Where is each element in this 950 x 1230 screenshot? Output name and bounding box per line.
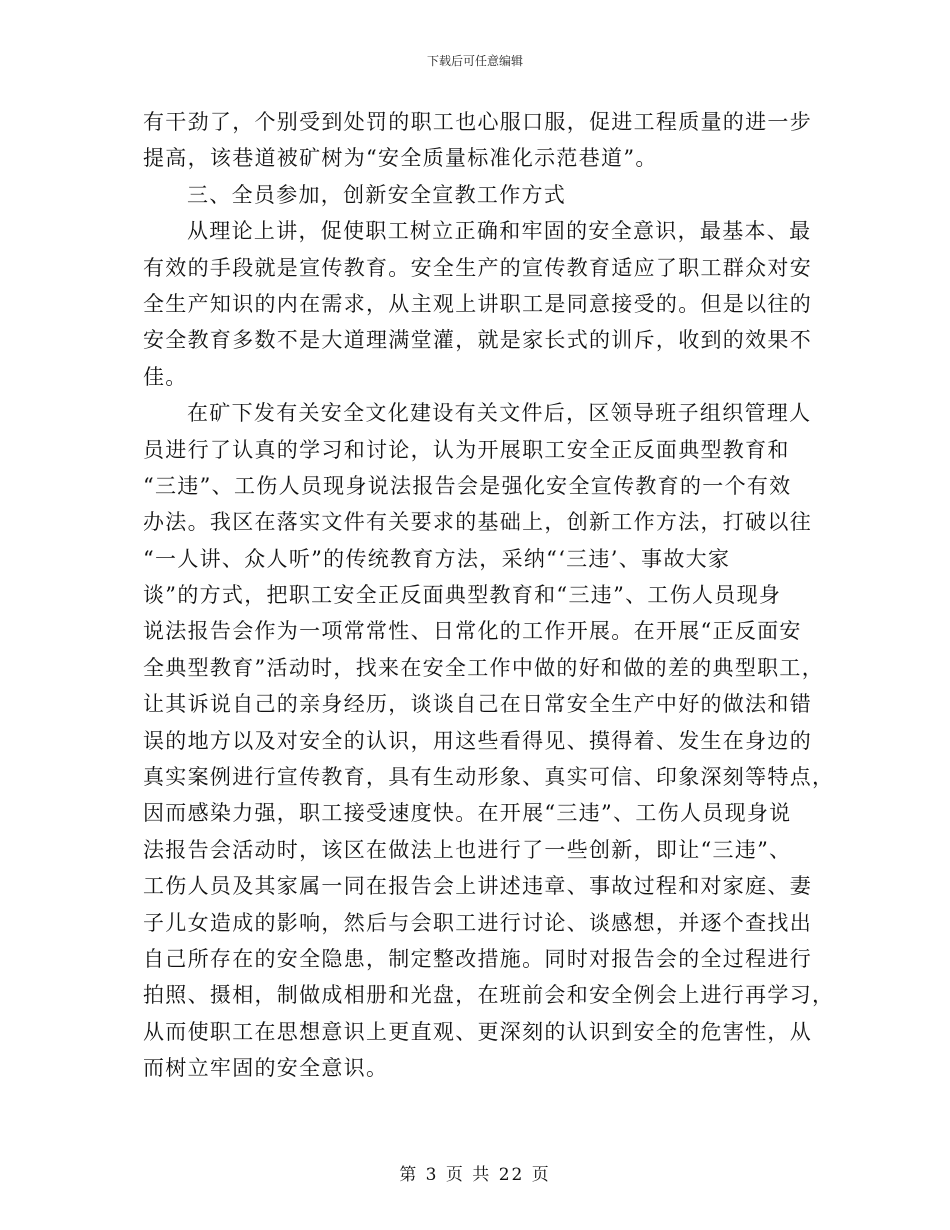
text-line: 法报告会活动时，该区在做法上也进行了一些创新，即让“三违”、 bbox=[143, 837, 792, 862]
text-line: 全典型教育”活动时，找来在安全工作中做的好和做的差的典型职工， bbox=[143, 655, 825, 680]
text-line: 而树立牢固的安全意识。 bbox=[143, 1056, 389, 1081]
page-number-footer: 第 3 页 共 22 页 bbox=[399, 1165, 551, 1185]
text-line: 谈”的方式，把职工安全正反面典型教育和“三违”、工伤人员现身 bbox=[143, 583, 782, 608]
text-line: 说法报告会作为一项常常性、日常化的工作开展。在开展“正反面安 bbox=[143, 619, 802, 644]
text-line: 工伤人员及其家属一同在报告会上讲述违章、事故过程和对家庭、妻 bbox=[143, 874, 812, 899]
text-line: 让其诉说自己的亲身经历，谈谈自己在日常安全生产中好的做法和错 bbox=[143, 692, 812, 717]
document-body bbox=[143, 104, 835, 1087]
text-line: 误的地方以及对安全的认识，用这些看得见、摸得着、发生在身边的 bbox=[143, 728, 812, 753]
paragraph-first-line: 在矿下发有关安全文化建设有关文件后，区领导班子组织管理人 bbox=[187, 401, 812, 426]
text-line: 因而感染力强，职工接受速度快。在开展“三违”、工伤人员现身说 bbox=[143, 801, 792, 826]
text-line: 佳。 bbox=[143, 364, 188, 389]
text-line: 提高，该巷道被矿树为“安全质量标准化示范巷道”。 bbox=[143, 146, 658, 171]
text-line: 子儿女造成的影响，然后与会职工进行讨论、谈感想，并逐个查找出 bbox=[143, 910, 812, 935]
text-line: “一人讲、众人听”的传统教育方法，采纳“‘三违’、事故大家 bbox=[143, 546, 731, 571]
text-line: 全生产知识的内在需求，从主观上讲职工是同意接受的。但是以往的 bbox=[143, 291, 812, 316]
text-line: 员进行了认真的学习和讨论，认为开展职工安全正反面典型教育和 bbox=[143, 437, 790, 462]
paragraph-first-line: 三、全员参加，创新安全宣教工作方式 bbox=[187, 182, 567, 207]
text-line: 安全教育多数不是大道理满堂灌，就是家长式的训斥，收到的效果不 bbox=[143, 328, 812, 353]
text-line: 有效的手段就是宣传教育。安全生产的宣传教育适应了职工群众对安 bbox=[143, 255, 812, 280]
text-line: 有干劲了，个别受到处罚的职工也心服口服，促进工程质量的进一步 bbox=[143, 110, 812, 134]
text-line: 自己所存在的安全隐患，制定整改措施。同时对报告会的全过程进行 bbox=[143, 946, 812, 971]
text-line: “三违”、工伤人员现身说法报告会是强化安全宣传教育的一个有效 bbox=[143, 473, 792, 498]
paragraph-first-line: 从理论上讲，促使职工树立正确和牢固的安全意识，最基本、最 bbox=[187, 219, 812, 244]
text-line: 办法。我区在落实文件有关要求的基础上，创新工作方法，打破以往 bbox=[143, 510, 812, 535]
text-line: 拍照、摄相，制做成相册和光盘，在班前会和安全例会上进行再学习， bbox=[143, 983, 835, 1008]
text-line: 从而使职工在思想意识上更直观、更深刻的认识到安全的危害性，从 bbox=[143, 1019, 812, 1044]
text-line: 真实案例进行宣传教育，具有生动形象、真实可信、印象深刻等特点， bbox=[143, 765, 835, 790]
page-header-note: 下载后可任意编辑 bbox=[426, 54, 523, 68]
